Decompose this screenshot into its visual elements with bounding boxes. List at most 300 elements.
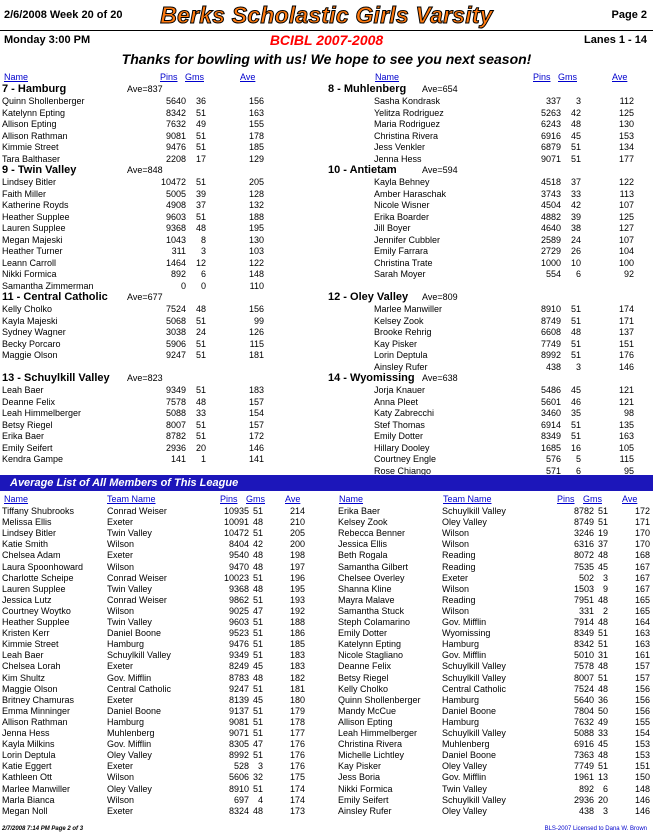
member-games: 51 xyxy=(252,617,263,627)
member-games: 19 xyxy=(597,528,608,539)
member-games: 45 xyxy=(597,739,608,750)
player-name: Quinn Shollenberger xyxy=(2,96,85,106)
player-name: Deanne Felix xyxy=(2,396,56,407)
member-team: Exeter xyxy=(107,805,134,816)
player-games: 48 xyxy=(195,223,206,233)
player-row xyxy=(2,443,322,455)
average-list-row xyxy=(2,617,322,628)
player-average: 105 xyxy=(618,442,634,453)
member-pins: 7951 xyxy=(573,594,594,605)
member-pins: 7363 xyxy=(573,750,594,761)
player-average: 156 xyxy=(248,96,264,106)
player-average: 141 xyxy=(248,454,264,464)
member-name: Chelsea Lorah xyxy=(2,661,61,672)
member-average: 175 xyxy=(289,772,305,783)
player-name: Katelynn Epting xyxy=(2,107,66,118)
player-row xyxy=(328,212,648,224)
player-games: 8 xyxy=(200,234,206,245)
player-average: 95 xyxy=(623,465,634,476)
player-row xyxy=(2,339,322,351)
player-average: 177 xyxy=(618,153,634,164)
member-pins: 8139 xyxy=(228,694,249,705)
member-pins: 9247 xyxy=(228,683,249,694)
player-average: 146 xyxy=(248,442,264,453)
member-games: 51 xyxy=(252,705,263,716)
member-games: 51 xyxy=(252,594,263,605)
average-list-row xyxy=(338,706,653,717)
player-name: Anna Pleet xyxy=(374,396,419,407)
player-average: 185 xyxy=(248,142,264,152)
member-pins: 8007 xyxy=(573,672,594,683)
player-games: 51 xyxy=(195,385,206,395)
member-name: Allison Epting xyxy=(338,716,393,727)
player-name: Ainsley Rufer xyxy=(374,361,428,372)
player-row xyxy=(2,131,322,143)
report-title: Berks Scholastic Girls Varsity xyxy=(160,2,493,28)
member-pins: 6316 xyxy=(573,539,594,550)
player-average: 157 xyxy=(248,419,264,430)
member-games: 31 xyxy=(597,650,608,661)
member-average: 164 xyxy=(634,617,650,627)
member-name: Kim Shultz xyxy=(2,672,46,683)
average-list-row xyxy=(338,673,653,684)
member-team: Daniel Boone xyxy=(442,705,497,716)
player-row xyxy=(2,316,322,328)
member-games: 51 xyxy=(597,761,608,772)
member-games: 51 xyxy=(252,728,263,738)
member-name: Kelly Cholko xyxy=(338,683,389,694)
average-list-row xyxy=(338,761,653,772)
member-team: Schuylkill Valley xyxy=(442,506,506,516)
member-pins: 8324 xyxy=(228,805,249,816)
player-average: 130 xyxy=(248,234,264,245)
average-list-row xyxy=(2,661,322,672)
member-team: Gov. Mifflin xyxy=(107,672,152,683)
player-name: Jess Venkler xyxy=(374,142,426,152)
average-list-row xyxy=(2,595,322,606)
player-average: 107 xyxy=(618,234,634,245)
player-pins: 6879 xyxy=(540,142,561,152)
member-name: Kelsey Zook xyxy=(338,517,388,528)
league-subtitle: BCIBL 2007-2008 xyxy=(269,32,384,48)
player-row xyxy=(328,431,648,443)
average-list-row xyxy=(2,650,322,661)
member-team: Muhlenberg xyxy=(107,728,155,738)
member-team: Hamburg xyxy=(107,639,145,650)
member-games: 48 xyxy=(252,561,263,572)
player-average: 176 xyxy=(618,350,634,360)
member-games: 33 xyxy=(597,728,608,738)
member-games: 45 xyxy=(252,661,263,672)
average-list-row xyxy=(338,628,653,639)
player-name: Erika Baer xyxy=(2,431,45,441)
player-average: 172 xyxy=(248,431,264,441)
player-pins: 5088 xyxy=(165,408,186,418)
player-average: 103 xyxy=(248,246,264,256)
player-row xyxy=(328,142,648,154)
member-team: Oley Valley xyxy=(442,805,487,816)
player-name: Megan Majeski xyxy=(2,234,63,245)
member-pins: 5640 xyxy=(573,694,594,705)
team-average: Ave=809 xyxy=(422,292,458,302)
member-games: 48 xyxy=(252,672,263,683)
player-average: 129 xyxy=(248,153,264,164)
member-pins: 8349 xyxy=(573,628,594,639)
player-pins: 2589 xyxy=(540,234,561,245)
member-name: Quinn Shollenberger xyxy=(338,694,421,705)
member-name: Courtney Woytko xyxy=(2,605,71,616)
member-pins: 1961 xyxy=(573,772,594,783)
member-name: Allison Rathman xyxy=(2,716,68,727)
player-name: Amber Haraschak xyxy=(374,188,447,199)
player-name: Maria Rodriguez xyxy=(374,119,441,129)
member-games: 51 xyxy=(597,506,608,516)
member-games: 47 xyxy=(252,739,263,750)
player-average: 183 xyxy=(248,385,264,395)
member-average: 172 xyxy=(634,506,650,516)
member-pins: 7914 xyxy=(573,617,594,627)
member-team: Wilson xyxy=(107,561,135,572)
member-average: 186 xyxy=(289,628,305,639)
player-pins: 4640 xyxy=(540,223,561,233)
team-header xyxy=(328,83,648,96)
player-average: 122 xyxy=(618,177,634,187)
player-name: Katherine Royds xyxy=(2,200,69,210)
team-average: Ave=837 xyxy=(127,84,163,94)
member-name: Chelsea Adam xyxy=(2,550,61,561)
member-team: Schuylkill Valley xyxy=(107,650,171,661)
player-average: 98 xyxy=(623,408,634,418)
player-pins: 4882 xyxy=(540,211,561,222)
player-games: 37 xyxy=(570,177,581,187)
player-average: 122 xyxy=(248,257,264,268)
team-name: 14 - Wyomissing xyxy=(328,372,415,384)
player-pins: 4908 xyxy=(165,200,186,210)
member-team: Daniel Boone xyxy=(107,628,162,639)
member-average: 177 xyxy=(289,728,305,738)
list-col-gms-right: Gms xyxy=(583,494,602,504)
member-games: 3 xyxy=(257,761,263,772)
member-average: 156 xyxy=(634,705,650,716)
member-name: Lorin Deptula xyxy=(2,750,56,761)
member-name: Lindsey Bitler xyxy=(2,528,57,539)
member-games: 51 xyxy=(252,528,263,539)
member-name: Nicole Stagliano xyxy=(338,650,404,661)
player-average: 205 xyxy=(248,177,264,187)
member-pins: 8992 xyxy=(228,750,249,761)
player-average: 121 xyxy=(618,385,634,395)
player-average: 132 xyxy=(248,200,264,210)
team-header xyxy=(328,164,648,177)
list-col-gms-left: Gms xyxy=(246,494,265,504)
member-games: 50 xyxy=(597,705,608,716)
member-games: 2 xyxy=(602,605,608,616)
member-average: 200 xyxy=(289,539,305,550)
player-pins: 2208 xyxy=(165,153,186,164)
col-gms-left: Gms xyxy=(185,72,204,82)
player-average: 115 xyxy=(249,338,264,349)
member-pins: 7535 xyxy=(573,561,594,572)
member-pins: 9476 xyxy=(228,639,249,650)
player-average: 151 xyxy=(618,338,634,349)
player-pins: 554 xyxy=(545,269,561,279)
player-pins: 6914 xyxy=(540,419,561,430)
member-name: Katelynn Epting xyxy=(338,639,402,650)
member-pins: 8782 xyxy=(573,506,594,516)
member-name: Christina Rivera xyxy=(338,739,403,750)
average-list-row xyxy=(338,528,653,539)
player-name: Emily Dotter xyxy=(374,431,424,441)
member-team: Wyomissing xyxy=(442,628,491,639)
player-games: 51 xyxy=(195,177,206,187)
member-average: 180 xyxy=(289,694,305,705)
member-pins: 7524 xyxy=(573,683,594,694)
player-pins: 9081 xyxy=(165,130,186,141)
player-name: Katy Zabrecchi xyxy=(374,408,435,418)
player-average: 156 xyxy=(248,304,264,314)
member-games: 51 xyxy=(597,628,608,639)
player-average: 112 xyxy=(619,96,634,106)
player-row xyxy=(328,420,648,432)
average-list-row xyxy=(2,728,322,739)
member-name: Katie Eggert xyxy=(2,761,52,772)
team-block xyxy=(328,83,648,165)
member-pins: 5606 xyxy=(228,772,249,783)
player-games: 51 xyxy=(195,130,206,141)
member-team: Wilson xyxy=(107,605,135,616)
player-name: Kimmie Street xyxy=(2,142,59,152)
team-header xyxy=(2,83,322,96)
member-name: Marla Bianca xyxy=(2,794,55,805)
player-games: 36 xyxy=(195,96,206,106)
average-list-row xyxy=(2,795,322,806)
player-games: 51 xyxy=(195,315,206,326)
player-average: 174 xyxy=(618,304,634,314)
member-name: Nikki Formica xyxy=(338,783,393,794)
member-pins: 892 xyxy=(578,783,594,794)
player-games: 51 xyxy=(570,142,581,152)
average-list-row xyxy=(338,795,653,806)
player-games: 51 xyxy=(570,315,581,326)
member-team: Gov. Mifflin xyxy=(442,772,487,783)
player-row xyxy=(328,316,648,328)
team-header xyxy=(328,372,648,385)
report-date-week: 2/6/2008 Week 20 of 20 xyxy=(4,9,123,21)
player-games: 39 xyxy=(570,211,581,222)
average-list-row xyxy=(2,772,322,783)
member-name: Emma Minninger xyxy=(2,705,71,716)
list-col-team-right: Team Name xyxy=(443,494,492,504)
member-team: Hamburg xyxy=(442,639,480,650)
member-team: Wilson xyxy=(442,583,470,594)
member-name: Jessica Ellis xyxy=(338,539,388,550)
player-average: 181 xyxy=(248,350,264,360)
player-average: 125 xyxy=(618,107,634,118)
player-games: 51 xyxy=(570,338,581,349)
lanes-label: Lanes 1 - 14 xyxy=(584,34,647,46)
player-average: 99 xyxy=(253,315,264,326)
member-pins: 9025 xyxy=(228,605,249,616)
player-average: 100 xyxy=(618,257,634,268)
average-list-row xyxy=(338,650,653,661)
average-list-row xyxy=(2,639,322,650)
average-list-row xyxy=(2,673,322,684)
member-games: 51 xyxy=(252,639,263,650)
player-games: 51 xyxy=(195,338,206,349)
player-name: Samantha Zimmerman xyxy=(2,280,94,291)
average-list-row xyxy=(2,517,322,528)
player-row xyxy=(2,397,322,409)
member-name: Megan Noll xyxy=(2,805,48,816)
member-pins: 9470 xyxy=(228,561,249,572)
col-name-left: Name xyxy=(4,72,29,82)
player-pins: 576 xyxy=(545,454,561,464)
member-average: 196 xyxy=(289,572,305,583)
member-team: Oley Valley xyxy=(107,750,152,761)
player-games: 35 xyxy=(570,408,581,418)
member-name: Marlee Manwiller xyxy=(2,783,71,794)
average-list-row xyxy=(338,695,653,706)
member-pins: 10023 xyxy=(223,572,249,583)
player-pins: 2729 xyxy=(540,246,561,256)
member-team: Reading xyxy=(442,561,476,572)
player-games: 3 xyxy=(200,246,206,256)
player-row xyxy=(2,212,322,224)
player-row xyxy=(328,443,648,455)
member-name: Shanna Kline xyxy=(338,583,392,594)
member-name: Samantha Gilbert xyxy=(338,561,409,572)
member-name: Jessica Lutz xyxy=(2,594,52,605)
member-name: Katie Smith xyxy=(2,539,49,550)
player-row xyxy=(2,304,322,316)
player-name: Sydney Wagner xyxy=(2,327,66,337)
player-pins: 0 xyxy=(180,280,186,291)
average-list-row xyxy=(338,806,653,817)
member-pins: 7578 xyxy=(573,661,594,672)
player-row xyxy=(328,385,648,397)
player-row xyxy=(328,454,648,466)
team-block xyxy=(2,372,322,466)
player-row xyxy=(328,131,648,143)
member-games: 48 xyxy=(252,805,263,816)
player-row xyxy=(2,119,322,131)
average-list-row xyxy=(2,684,322,695)
member-games: 47 xyxy=(252,605,263,616)
member-average: 178 xyxy=(289,716,305,727)
team-name: 12 - Oley Valley xyxy=(328,291,409,303)
team-block xyxy=(328,372,648,477)
player-name: Heather Supplee xyxy=(2,211,70,222)
member-average: 165 xyxy=(634,594,650,605)
player-games: 10 xyxy=(570,257,581,268)
member-average: 188 xyxy=(289,617,305,627)
player-pins: 1000 xyxy=(540,257,561,268)
player-row xyxy=(2,96,322,108)
member-pins: 9523 xyxy=(228,628,249,639)
member-games: 51 xyxy=(597,517,608,528)
player-pins: 3038 xyxy=(165,327,186,337)
player-name: Betsy Riegel xyxy=(2,419,53,430)
player-row xyxy=(2,235,322,247)
member-games: 13 xyxy=(597,772,608,783)
member-name: Betsy Riegel xyxy=(338,672,389,683)
member-average: 185 xyxy=(289,639,305,650)
player-pins: 9071 xyxy=(540,153,561,164)
member-pins: 331 xyxy=(578,605,594,616)
player-row xyxy=(2,142,322,154)
member-name: Emily Dotter xyxy=(338,628,388,639)
average-list-row xyxy=(2,539,322,550)
player-games: 20 xyxy=(195,442,206,453)
member-games: 3 xyxy=(602,805,608,816)
player-name: Jill Boyer xyxy=(374,223,411,233)
member-average: 157 xyxy=(634,672,650,683)
player-games: 26 xyxy=(570,246,581,256)
member-average: 205 xyxy=(289,528,305,539)
player-pins: 9349 xyxy=(165,385,186,395)
member-games: 45 xyxy=(252,694,263,705)
member-average: 155 xyxy=(634,716,650,727)
player-row xyxy=(328,397,648,409)
player-name: Rose Chiango xyxy=(374,465,432,476)
player-pins: 9368 xyxy=(165,223,186,233)
member-average: 176 xyxy=(289,761,305,772)
team-average: Ave=638 xyxy=(422,373,458,383)
team-average: Ave=823 xyxy=(127,373,163,383)
member-team: Conrad Weiser xyxy=(107,506,167,516)
team-block xyxy=(328,164,648,281)
player-row xyxy=(328,189,648,201)
player-name: Sarah Moyer xyxy=(374,269,426,279)
member-games: 42 xyxy=(252,539,263,550)
member-name: Samantha Stuck xyxy=(338,605,405,616)
average-list-row xyxy=(2,562,322,573)
player-games: 3 xyxy=(575,96,581,106)
member-name: Kayla Milkins xyxy=(2,739,55,750)
player-pins: 10472 xyxy=(160,177,186,187)
player-pins: 9247 xyxy=(165,350,186,360)
member-team: Exeter xyxy=(107,761,134,772)
team-average: Ave=677 xyxy=(127,292,163,302)
player-row xyxy=(2,269,322,281)
average-list-row xyxy=(338,728,653,739)
player-pins: 1043 xyxy=(165,234,186,245)
member-team: Exeter xyxy=(107,550,134,561)
member-pins: 1503 xyxy=(573,583,594,594)
member-name: Erika Baer xyxy=(338,506,381,516)
average-list-row xyxy=(2,717,322,728)
team-name: 7 - Hamburg xyxy=(2,83,67,95)
player-row xyxy=(2,420,322,432)
member-average: 182 xyxy=(289,672,305,683)
member-games: 48 xyxy=(252,583,263,594)
col-ave-left: Ave xyxy=(240,72,256,82)
list-col-name-left: Name xyxy=(4,494,29,504)
member-team: Gov. Mifflin xyxy=(107,739,152,750)
average-list-row xyxy=(338,539,653,550)
member-name: Chelsee Overley xyxy=(338,572,405,583)
player-name: Heather Turner xyxy=(2,246,63,256)
member-team: Gov. Mifflin xyxy=(442,650,487,661)
player-games: 24 xyxy=(195,327,206,337)
col-pins-right: Pins xyxy=(533,72,551,82)
player-pins: 5263 xyxy=(540,107,561,118)
player-games: 46 xyxy=(570,396,581,407)
member-games: 48 xyxy=(597,550,608,561)
member-pins: 8305 xyxy=(228,739,249,750)
member-team: Twin Valley xyxy=(107,583,152,594)
member-games: 51 xyxy=(252,628,263,639)
